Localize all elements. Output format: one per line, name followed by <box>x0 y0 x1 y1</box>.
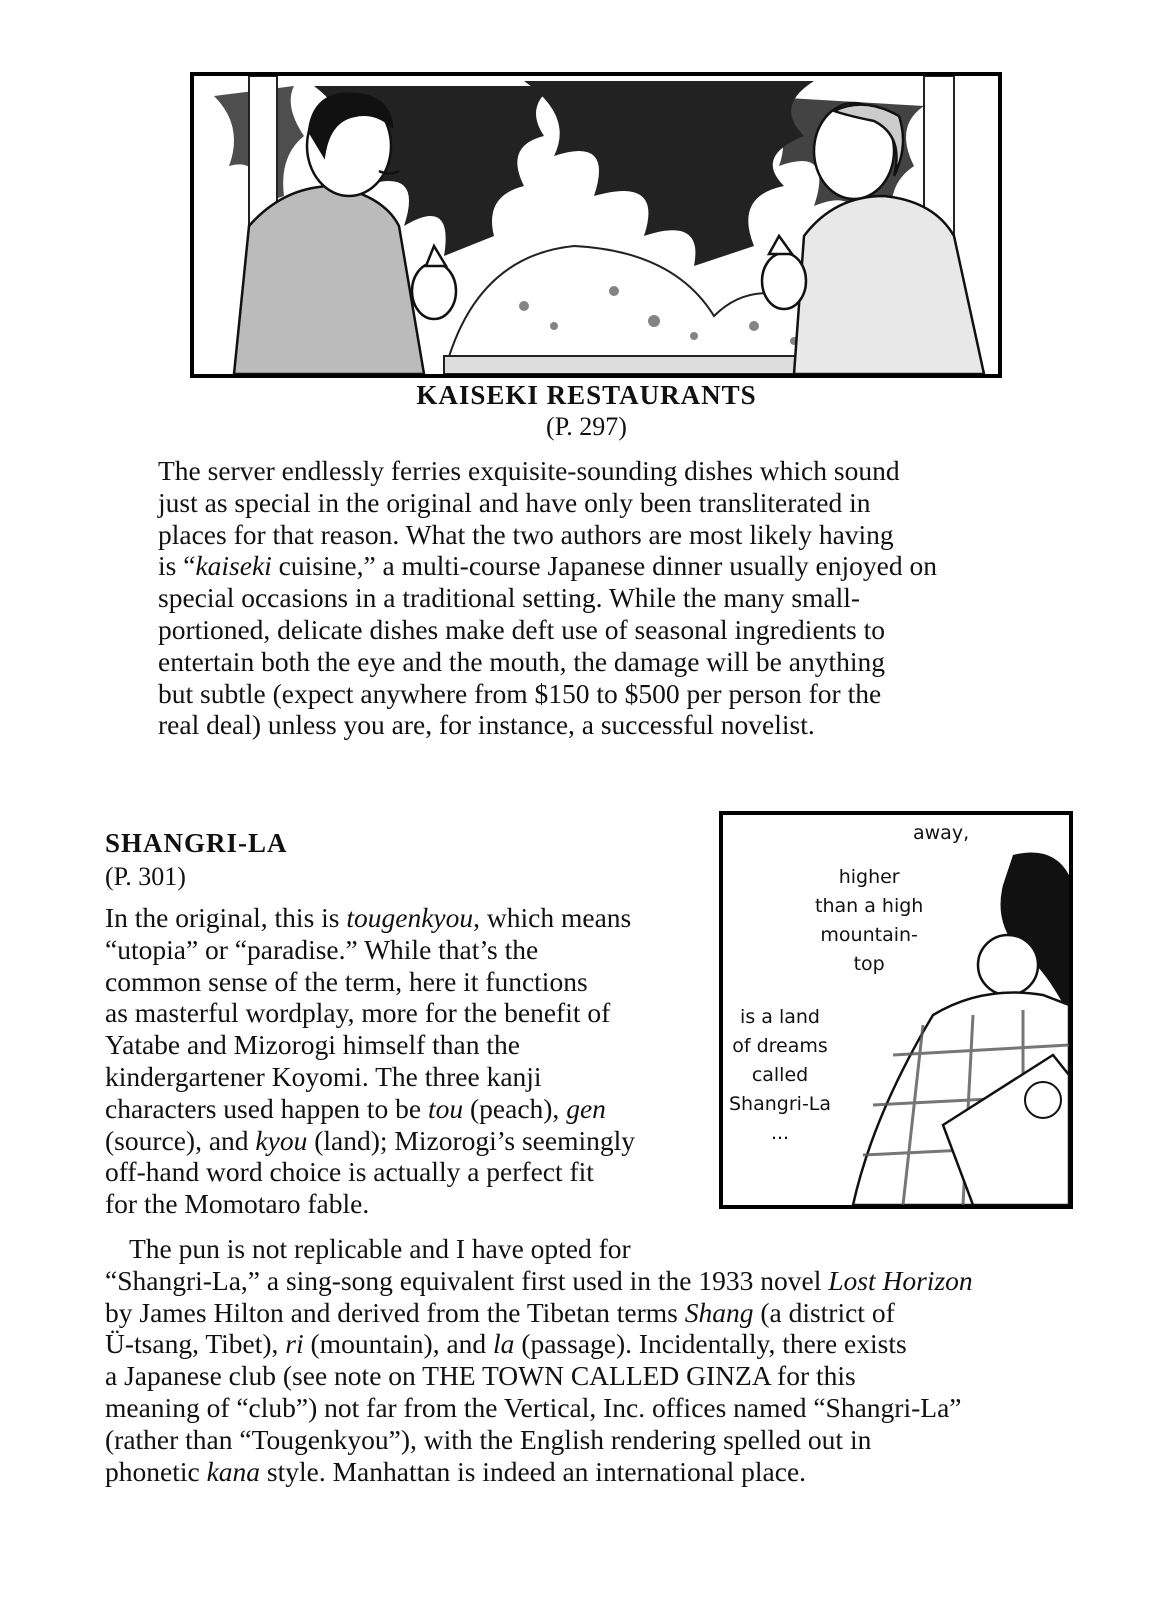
text-line: is “kaiseki cuisine,” a multi-course Japanese dinner usually enjoyed on <box>158 550 937 582</box>
text-line: “Shangri-La,” a sing-song equivalent first used in the 1933 novel Lost Horizon <box>105 1264 973 1296</box>
kaiseki-page-ref: (P. 297) <box>546 412 627 441</box>
text-line: Ü-tsang, Tibet), ri (mountain), and la (passage). Incidentally, there exists <box>105 1328 907 1360</box>
text-line: (source), and kyou (land); Mizorogi’s seemingly <box>105 1124 635 1156</box>
shangri-la-heading: SHANGRI-LA <box>105 828 288 858</box>
kaiseki-illustration <box>194 76 998 374</box>
shangri-la-paragraph-1 <box>105 902 705 1220</box>
kaiseki-body <box>158 455 1018 741</box>
text-line: off-hand word choice is actually a perfect fit <box>105 1156 594 1188</box>
text-line: just as special in the original and have only been transliterated in <box>158 486 871 518</box>
text-line: for the Momotaro fable. <box>105 1188 370 1220</box>
text-line: special occasions in a traditional setting. While the many small- <box>158 582 861 614</box>
speech-bubble-away <box>913 819 969 848</box>
text-line: In the original, this is tougenkyou, which means <box>105 902 632 933</box>
bubble-text: called <box>751 1064 809 1086</box>
bubble-text: mountain- <box>820 924 918 946</box>
bubble-text: of dreams <box>732 1035 828 1057</box>
text-line: (rather than “Tougenkyou”), with the English rendering spelled out in <box>105 1423 872 1455</box>
text-line: characters used happen to be tou (peach), gen <box>105 1092 606 1124</box>
text-line: phonetic kana style. Manhattan is indeed an international place. <box>105 1455 807 1487</box>
bubble-text: ... <box>770 1122 790 1144</box>
bubble-text: Shangri-La <box>729 1093 832 1115</box>
text-line: The pun is not replicable and I have opted for <box>129 1233 631 1264</box>
text-line: as masterful wordplay, more for the benefit of <box>105 997 611 1029</box>
text-line: meaning of “club”) not far from the Vertical, Inc. offices named “Shangri-La” <box>105 1391 962 1423</box>
kaiseki-heading: KAISEKI RESTAURANTS <box>416 380 757 410</box>
shangri-la-illustration-panel <box>719 811 1073 1209</box>
bubble-text: higher <box>838 866 900 888</box>
text-line: entertain both the eye and the mouth, the damage will be anything <box>158 645 886 677</box>
text-line: Yatabe and Mizorogi himself than the <box>105 1029 520 1061</box>
bubble-text: away, <box>913 822 970 844</box>
text-line: The server endlessly ferries exquisite-sounding dishes which sound <box>158 455 900 486</box>
kaiseki-illustration-panel <box>190 72 1002 378</box>
shangri-la-paragraph-2 <box>105 1233 1065 1487</box>
text-line: places for that reason. What the two authors are most likely having <box>158 518 894 550</box>
shangri-la-page-ref: (P. 301) <box>105 862 186 891</box>
text-line: real deal) unless you are, for instance, a successful novelist. <box>158 709 815 741</box>
speech-bubble-land <box>729 1003 831 1148</box>
text-line: “utopia” or “paradise.” While that’s the <box>105 933 539 965</box>
text-line: common sense of the term, here it functions <box>105 965 588 997</box>
text-line: portioned, delicate dishes make deft use of seasonal ingredients to <box>158 613 886 645</box>
bubble-text: is a land <box>740 1006 820 1028</box>
bubble-text: than a high <box>815 895 924 917</box>
text-line: a Japanese club (see note on THE TOWN CALLED GINZA for this <box>105 1360 856 1392</box>
bubble-text: top <box>853 953 885 975</box>
text-line: but subtle (expect anywhere from $150 to $500 per person for the <box>158 677 882 709</box>
speech-bubble-higher <box>815 863 923 979</box>
text-line: by James Hilton and derived from the Tibetan terms Shang (a district of <box>105 1296 895 1328</box>
text-line: kindergartener Koyomi. The three kanji <box>105 1060 542 1092</box>
